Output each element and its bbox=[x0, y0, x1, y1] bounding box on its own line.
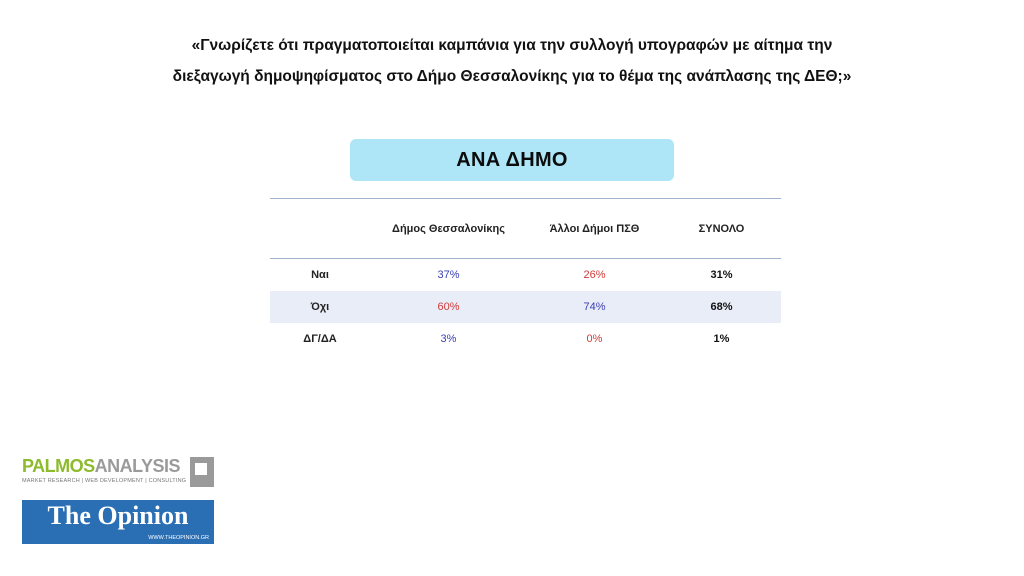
table-row-no bbox=[270, 291, 781, 323]
palmos-analysis-logo bbox=[22, 456, 214, 490]
the-opinion-url: WWW.THEOPINION.GR bbox=[148, 535, 209, 541]
table-row-yes bbox=[270, 259, 781, 291]
question-line-2: διεξαγωγή δημοψηφίσματος στο Δήμο Θεσσαλονίκης για το θέμα της ανάπλασης της ΔΕΘ;» bbox=[172, 68, 852, 85]
palmos-tagline: MARKET RESEARCH | WEB DEVELOPMENT | CONSULTING bbox=[22, 478, 187, 484]
header-empty-cell bbox=[270, 199, 370, 258]
yes-other-value: 26% bbox=[583, 269, 606, 281]
row-label-yes: Ναι bbox=[311, 269, 329, 281]
yes-total-value: 31% bbox=[710, 269, 733, 281]
row-label-no: Όχι bbox=[310, 301, 330, 313]
column-header-total: ΣΥΝΟΛΟ bbox=[698, 222, 745, 235]
analysis-text: ANALYSIS bbox=[94, 456, 181, 476]
question-line-1: «Γνωρίζετε ότι πραγματοποιείται καμπάνια για την συλλογή υπογραφών με αίτημα την bbox=[191, 37, 833, 54]
dk-thessaloniki-value: 3% bbox=[440, 333, 457, 345]
palmos-analysis-wordmark bbox=[22, 456, 180, 476]
yes-thessaloniki-value: 37% bbox=[437, 269, 460, 281]
the-opinion-logo bbox=[22, 500, 214, 544]
the-opinion-title: The Opinion bbox=[47, 501, 189, 530]
palmos-text: PALMOS bbox=[22, 456, 95, 476]
question-text bbox=[0, 30, 1024, 92]
palmos-square-icon bbox=[190, 457, 214, 487]
no-other-value: 74% bbox=[583, 301, 606, 313]
table-row-dk-na bbox=[270, 323, 781, 355]
section-title-pill bbox=[350, 139, 674, 181]
column-header-other-municipalities: Άλλοι Δήμοι ΠΣΘ bbox=[549, 222, 640, 235]
table-header-row bbox=[270, 199, 781, 258]
section-title: ΑΝΑ ΔΗΜΟ bbox=[456, 148, 568, 171]
column-header-thessaloniki: Δήμος Θεσσαλονίκης bbox=[392, 222, 505, 235]
row-label-dk-na: ΔΓ/ΔΑ bbox=[303, 333, 337, 345]
no-thessaloniki-value: 60% bbox=[437, 301, 460, 313]
no-total-value: 68% bbox=[710, 301, 733, 313]
results-table bbox=[270, 198, 781, 355]
dk-other-value: 0% bbox=[586, 333, 603, 345]
dk-total-value: 1% bbox=[713, 333, 730, 345]
